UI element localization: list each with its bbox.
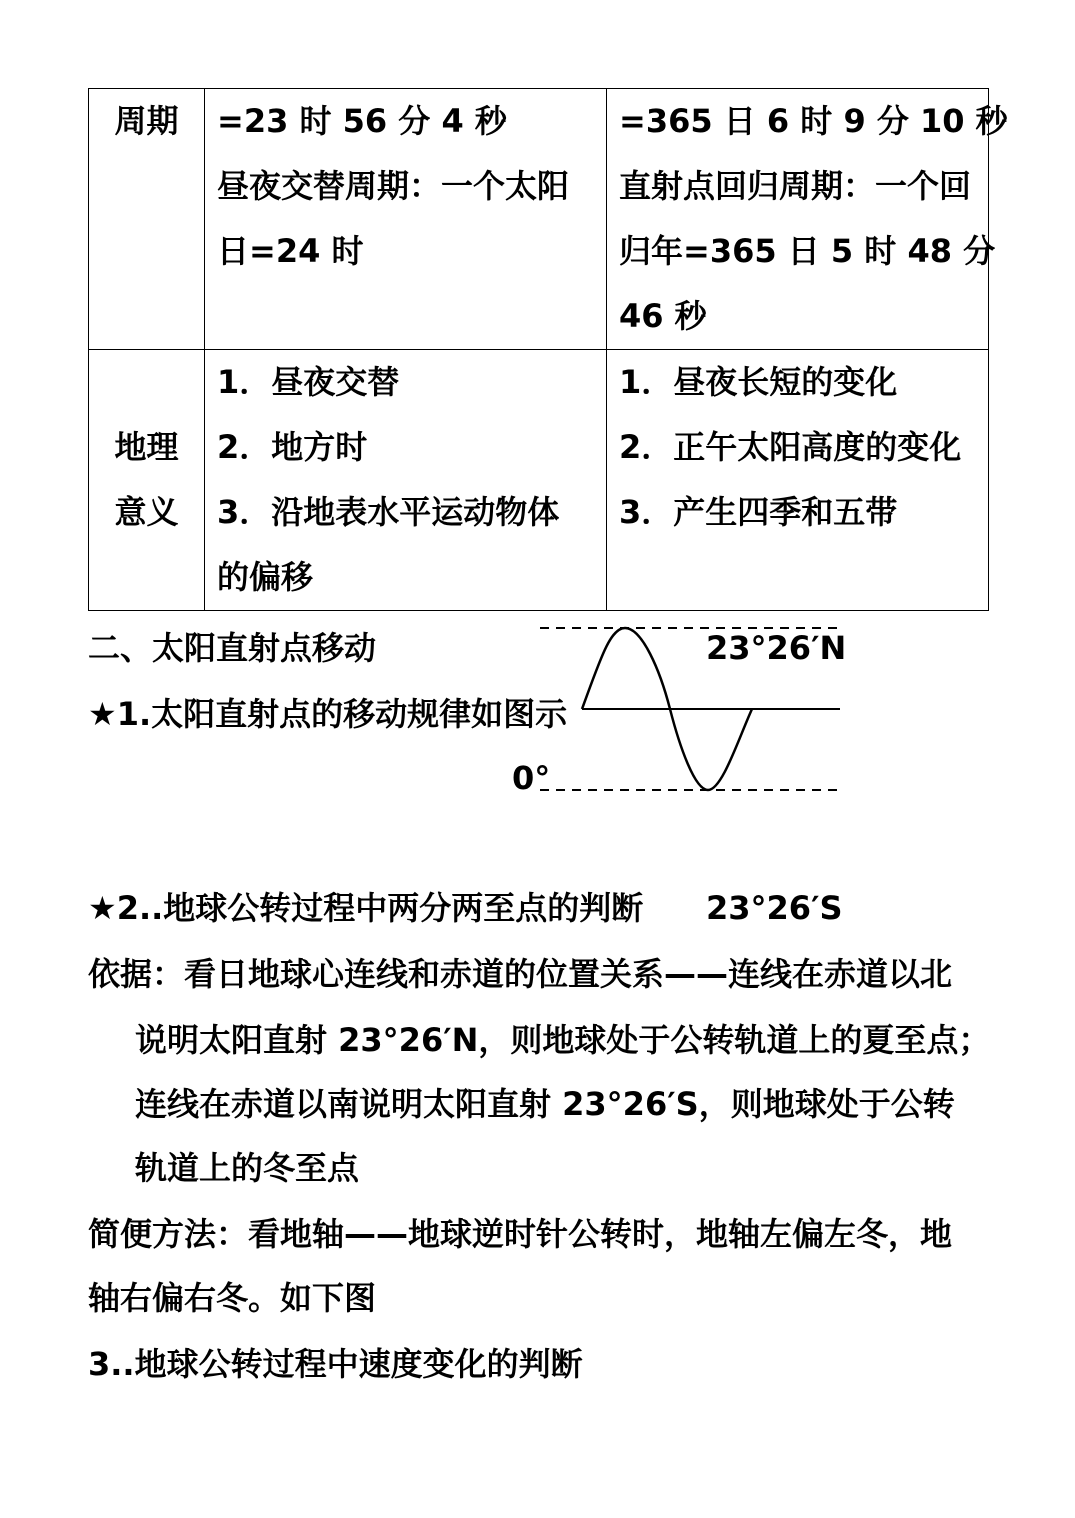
- comparison-table: [88, 88, 1008, 611]
- cell-line-empty: [619, 545, 988, 610]
- cell-line: 日=24 时: [217, 232, 364, 270]
- cell-line: 46 秒: [619, 297, 707, 335]
- cell-line: 3．产生四季和五带: [619, 493, 898, 531]
- cell-revolution-significance: [607, 350, 989, 611]
- cell-rotation-period: [205, 89, 607, 350]
- basis-line: 说明太阳直射 23°26′N，则地球处于公转轨道上的夏至点；: [135, 1021, 991, 1059]
- cell-line: 1．昼夜长短的变化: [619, 363, 898, 401]
- cell-line-empty: [217, 284, 606, 349]
- section-heading: 二、太阳直射点移动: [88, 629, 377, 667]
- simple-method-line: 轴右偏右冬。如下图: [88, 1279, 377, 1317]
- label-0-degree: 0°: [512, 759, 551, 797]
- row-header-period: [89, 89, 205, 350]
- cell-line: 归年=365 日 5 时 48 分: [619, 232, 996, 270]
- cell-line: 的偏移: [217, 558, 314, 596]
- cell-line: 3．沿地表水平运动物体: [217, 493, 560, 531]
- table-row: [89, 350, 989, 611]
- cell-line: 直射点回归周期：一个回: [619, 167, 972, 205]
- label-23-26-n: 23°26′N: [706, 629, 847, 667]
- cell-line: 2．地方时: [217, 428, 368, 466]
- row-header-label: 意义: [114, 493, 179, 531]
- cell-line: =23 时 56 分 4 秒: [217, 102, 507, 140]
- cell-line: 昼夜交替周期：一个太阳: [217, 167, 570, 205]
- label-23-26-s: 23°26′S: [706, 889, 843, 927]
- cell-rotation-significance: [205, 350, 607, 611]
- cell-line: =365 日 6 时 9 分 10 秒: [619, 102, 1008, 140]
- simple-method-line: 简便方法：看地轴——地球逆时针公转时，地轴左偏左冬，地: [88, 1215, 953, 1253]
- cell-line: 2．正午太阳高度的变化: [619, 428, 962, 466]
- item-3-text: 3..地球公转过程中速度变化的判断: [88, 1345, 583, 1383]
- row-header-label: 地理: [114, 428, 179, 466]
- row-header-significance: [89, 350, 205, 611]
- basis-line: 连线在赤道以南说明太阳直射 23°26′S，则地球处于公转: [135, 1085, 955, 1123]
- row-header-label: 周期: [114, 102, 179, 140]
- cell-revolution-period: [607, 89, 1008, 350]
- table-row: [89, 89, 989, 350]
- item-2-text: ★2..地球公转过程中两分两至点的判断: [88, 889, 644, 927]
- basis-line: 依据：看日地球心连线和赤道的位置关系——连线在赤道以北: [88, 955, 953, 993]
- basis-line: 轨道上的冬至点: [135, 1149, 360, 1187]
- item-1-text: ★1.太阳直射点的移动规律如图示: [88, 695, 568, 733]
- cell-line: 1．昼夜交替: [217, 363, 400, 401]
